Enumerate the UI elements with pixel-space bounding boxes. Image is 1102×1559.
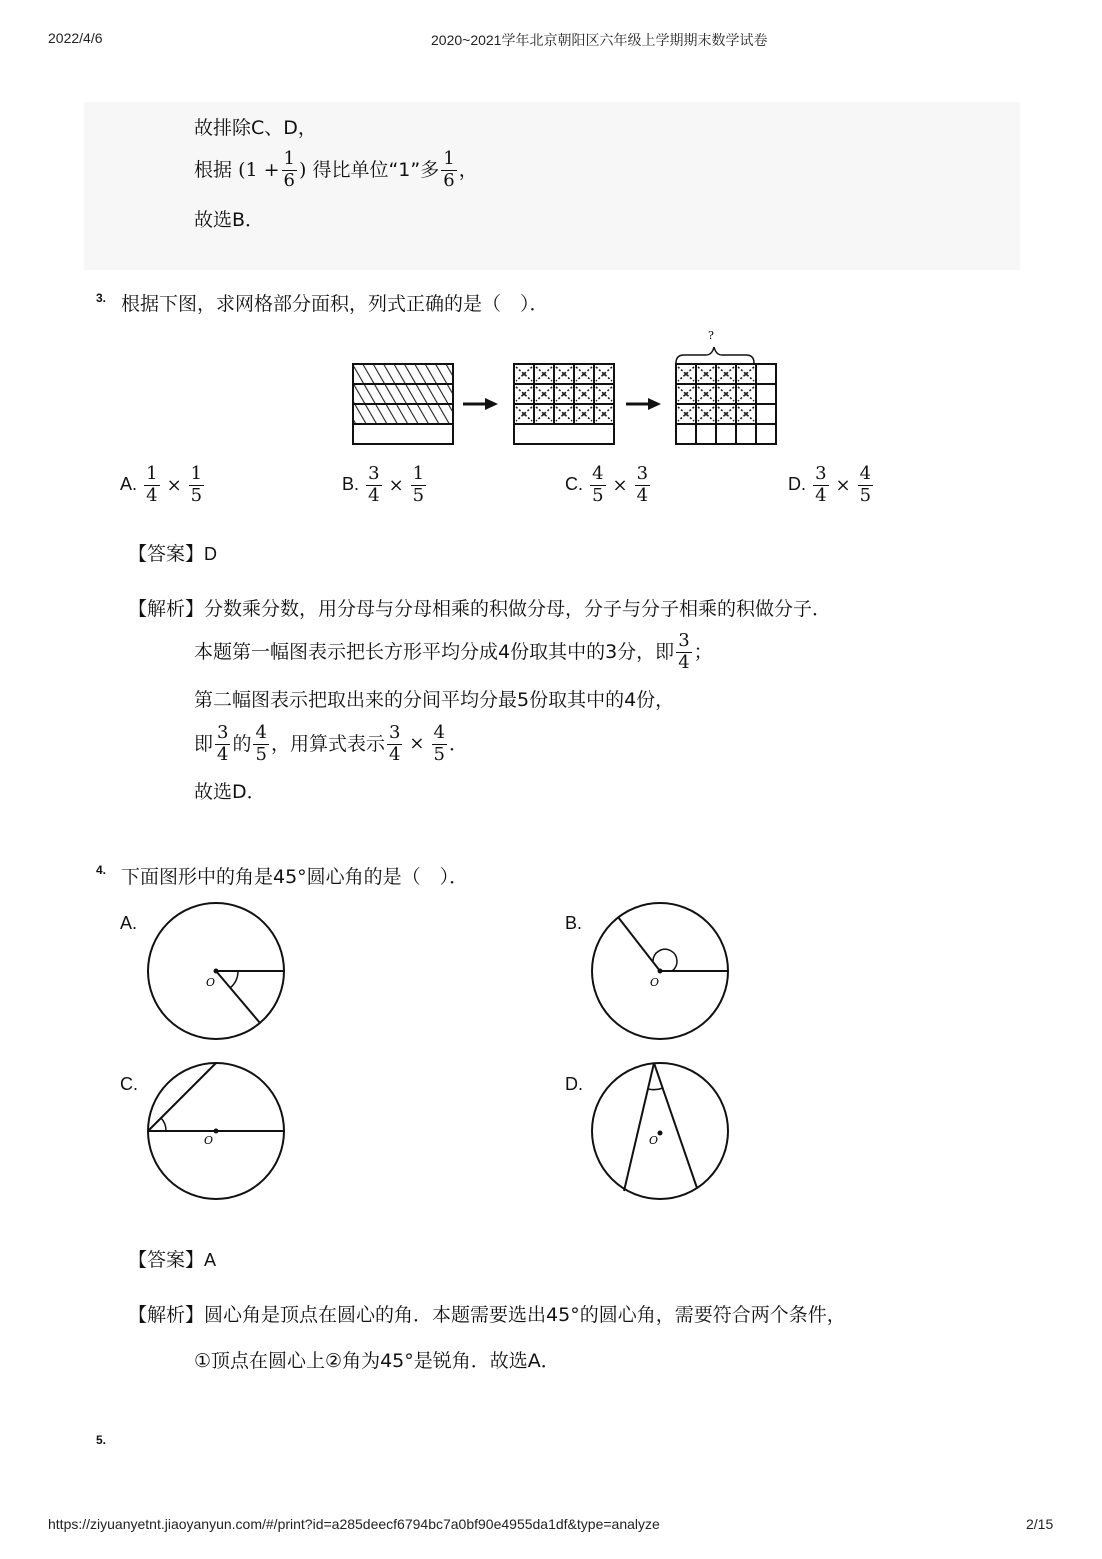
frac-num: 1 bbox=[443, 148, 455, 169]
frac-den: 4 bbox=[388, 743, 401, 765]
center-label: O bbox=[649, 1134, 659, 1147]
text: 得比单位“1”多 bbox=[312, 158, 440, 181]
center-label: O bbox=[206, 976, 216, 989]
frac-den: 5 bbox=[412, 484, 425, 506]
page-number: 2/15 bbox=[1026, 1516, 1054, 1532]
answer-line bbox=[128, 1251, 216, 1270]
grid-figure bbox=[350, 325, 782, 447]
frac-num: 3 bbox=[368, 463, 380, 484]
fraction bbox=[432, 724, 447, 765]
rect-figure-1 bbox=[353, 364, 453, 444]
text: ． bbox=[448, 732, 468, 755]
analysis-label: 【解析】 bbox=[128, 598, 205, 620]
text: ； bbox=[693, 640, 713, 663]
text: 圆心角是顶点在圆心的角．本题需要选出45°的圆心角，需要符合两个条件， bbox=[204, 1304, 846, 1326]
option-d[interactable] bbox=[788, 465, 875, 506]
analysis-line-5: 故选D． bbox=[194, 781, 266, 803]
option-letter: B. bbox=[342, 473, 360, 494]
fraction bbox=[366, 465, 381, 506]
frac-den: 5 bbox=[433, 743, 445, 765]
option-letter: D. bbox=[565, 1074, 583, 1094]
option-letter: B. bbox=[565, 913, 583, 933]
answer-line bbox=[128, 545, 217, 564]
question-number: 5. bbox=[96, 1433, 107, 1447]
frac-den: 5 bbox=[255, 743, 267, 765]
analysis-line-3: 第二幅图表示把取出来的分间平均分最5份取其中的4份， bbox=[194, 689, 675, 711]
answer-value: A bbox=[204, 1250, 217, 1270]
frac-den: 4 bbox=[146, 484, 158, 506]
fraction bbox=[189, 465, 204, 506]
frac-den: 6 bbox=[443, 169, 455, 191]
times-sign: × bbox=[612, 474, 628, 496]
option-letter: C. bbox=[120, 1074, 138, 1094]
circle-option-b[interactable] bbox=[584, 898, 736, 1048]
frac-den: 5 bbox=[592, 484, 604, 506]
paren-open: (1 + bbox=[238, 158, 280, 181]
option-letter: C. bbox=[565, 473, 583, 494]
analysis-line-4 bbox=[194, 724, 468, 765]
frac-num: 3 bbox=[636, 463, 649, 484]
center-label: O bbox=[204, 1134, 214, 1147]
question-stem: 下面图形中的角是45°圆心角的是（ ）． bbox=[121, 866, 469, 888]
text: 的 bbox=[232, 732, 252, 755]
frac-num: 1 bbox=[412, 463, 425, 484]
header-date: 2022/4/6 bbox=[48, 30, 103, 46]
question-stem: 根据下图，求网格部分面积，列式正确的是（ ）． bbox=[121, 293, 549, 315]
text: 即 bbox=[194, 732, 214, 755]
arrow-icon bbox=[626, 398, 661, 410]
rect-figure-2 bbox=[514, 364, 614, 444]
answer-value: D bbox=[204, 544, 218, 564]
header-title: 2020~2021学年北京朝阳区六年级上学期期末数学试卷 bbox=[431, 32, 768, 48]
center-label: O bbox=[650, 976, 660, 989]
fraction bbox=[387, 724, 402, 765]
answer-label: 【答案】 bbox=[128, 543, 205, 565]
circle-option-c[interactable] bbox=[140, 1058, 292, 1208]
frac-den: 4 bbox=[217, 743, 229, 765]
question-number: 3. bbox=[96, 291, 107, 305]
option-b[interactable] bbox=[342, 465, 428, 506]
analysis-line-2: ①顶点在圆心上②角为45°是锐角．故选A． bbox=[194, 1350, 560, 1372]
analysis-line-1 bbox=[128, 1306, 846, 1325]
frac-den: 5 bbox=[190, 484, 203, 506]
frac-num: 3 bbox=[678, 630, 690, 651]
times-sign: × bbox=[166, 474, 182, 496]
frac-den: 4 bbox=[636, 484, 649, 506]
frac-num: 4 bbox=[592, 463, 604, 484]
circle-option-d[interactable] bbox=[584, 1058, 736, 1208]
rect-figure-3 bbox=[676, 364, 776, 444]
paren-close: ) bbox=[298, 158, 307, 181]
text: ，用算式表示 bbox=[270, 732, 385, 755]
frac-num: 4 bbox=[433, 722, 445, 743]
frac-num: 3 bbox=[388, 722, 401, 743]
analysis-line-1 bbox=[128, 600, 831, 619]
fraction bbox=[441, 150, 456, 191]
frac-den: 6 bbox=[283, 169, 295, 191]
frac-den: 5 bbox=[859, 484, 872, 506]
option-a[interactable] bbox=[120, 465, 206, 506]
times-sign: × bbox=[388, 474, 404, 496]
footer-url[interactable]: https://ziyuanyetnt.jiaoyanyun.com/#/print?id=a285deecf6794bc7a0bf90e4955da1df&type=analyze bbox=[48, 1516, 660, 1532]
fraction bbox=[813, 465, 828, 506]
prev-analysis-line-1: 故排除C、D， bbox=[194, 117, 317, 139]
arrow-icon bbox=[463, 398, 498, 410]
brace-label: ? bbox=[708, 329, 714, 342]
frac-num: 3 bbox=[815, 463, 827, 484]
frac-num: 3 bbox=[217, 722, 229, 743]
frac-num: 4 bbox=[255, 722, 267, 743]
frac-num: 1 bbox=[190, 463, 203, 484]
fraction bbox=[144, 465, 159, 506]
frac-den: 4 bbox=[815, 484, 827, 506]
frac-den: 4 bbox=[368, 484, 380, 506]
fraction bbox=[590, 465, 605, 506]
analysis-label: 【解析】 bbox=[128, 1304, 205, 1326]
frac-num: 1 bbox=[146, 463, 158, 484]
fraction bbox=[282, 150, 297, 191]
prev-analysis-line-3: 故选B． bbox=[194, 209, 265, 231]
fraction bbox=[676, 632, 691, 673]
prev-analysis-line-2 bbox=[194, 150, 478, 191]
brace bbox=[676, 329, 754, 363]
question-number: 4. bbox=[96, 863, 107, 877]
fraction bbox=[858, 465, 873, 506]
frac-num: 1 bbox=[283, 148, 295, 169]
analysis-line-2 bbox=[194, 632, 713, 673]
frac-den: 4 bbox=[678, 651, 690, 673]
times-sign: × bbox=[409, 733, 425, 755]
text: 根据 bbox=[194, 158, 233, 181]
option-c[interactable] bbox=[565, 465, 652, 506]
fraction bbox=[215, 724, 230, 765]
option-letter: A. bbox=[120, 913, 138, 933]
text: ， bbox=[458, 158, 478, 181]
fraction bbox=[635, 465, 650, 506]
fraction bbox=[411, 465, 426, 506]
option-letter: A. bbox=[120, 473, 138, 494]
fraction bbox=[253, 724, 268, 765]
frac-num: 4 bbox=[859, 463, 872, 484]
answer-label: 【答案】 bbox=[128, 1249, 205, 1271]
circle-option-a[interactable] bbox=[140, 898, 292, 1048]
text: 分数乘分数，用分母与分母相乘的积做分母，分子与分子相乘的积做分子． bbox=[204, 598, 832, 620]
text: 本题第一幅图表示把长方形平均分成4份取其中的3分，即 bbox=[194, 640, 675, 663]
times-sign: × bbox=[835, 474, 851, 496]
option-letter: D. bbox=[788, 473, 806, 494]
